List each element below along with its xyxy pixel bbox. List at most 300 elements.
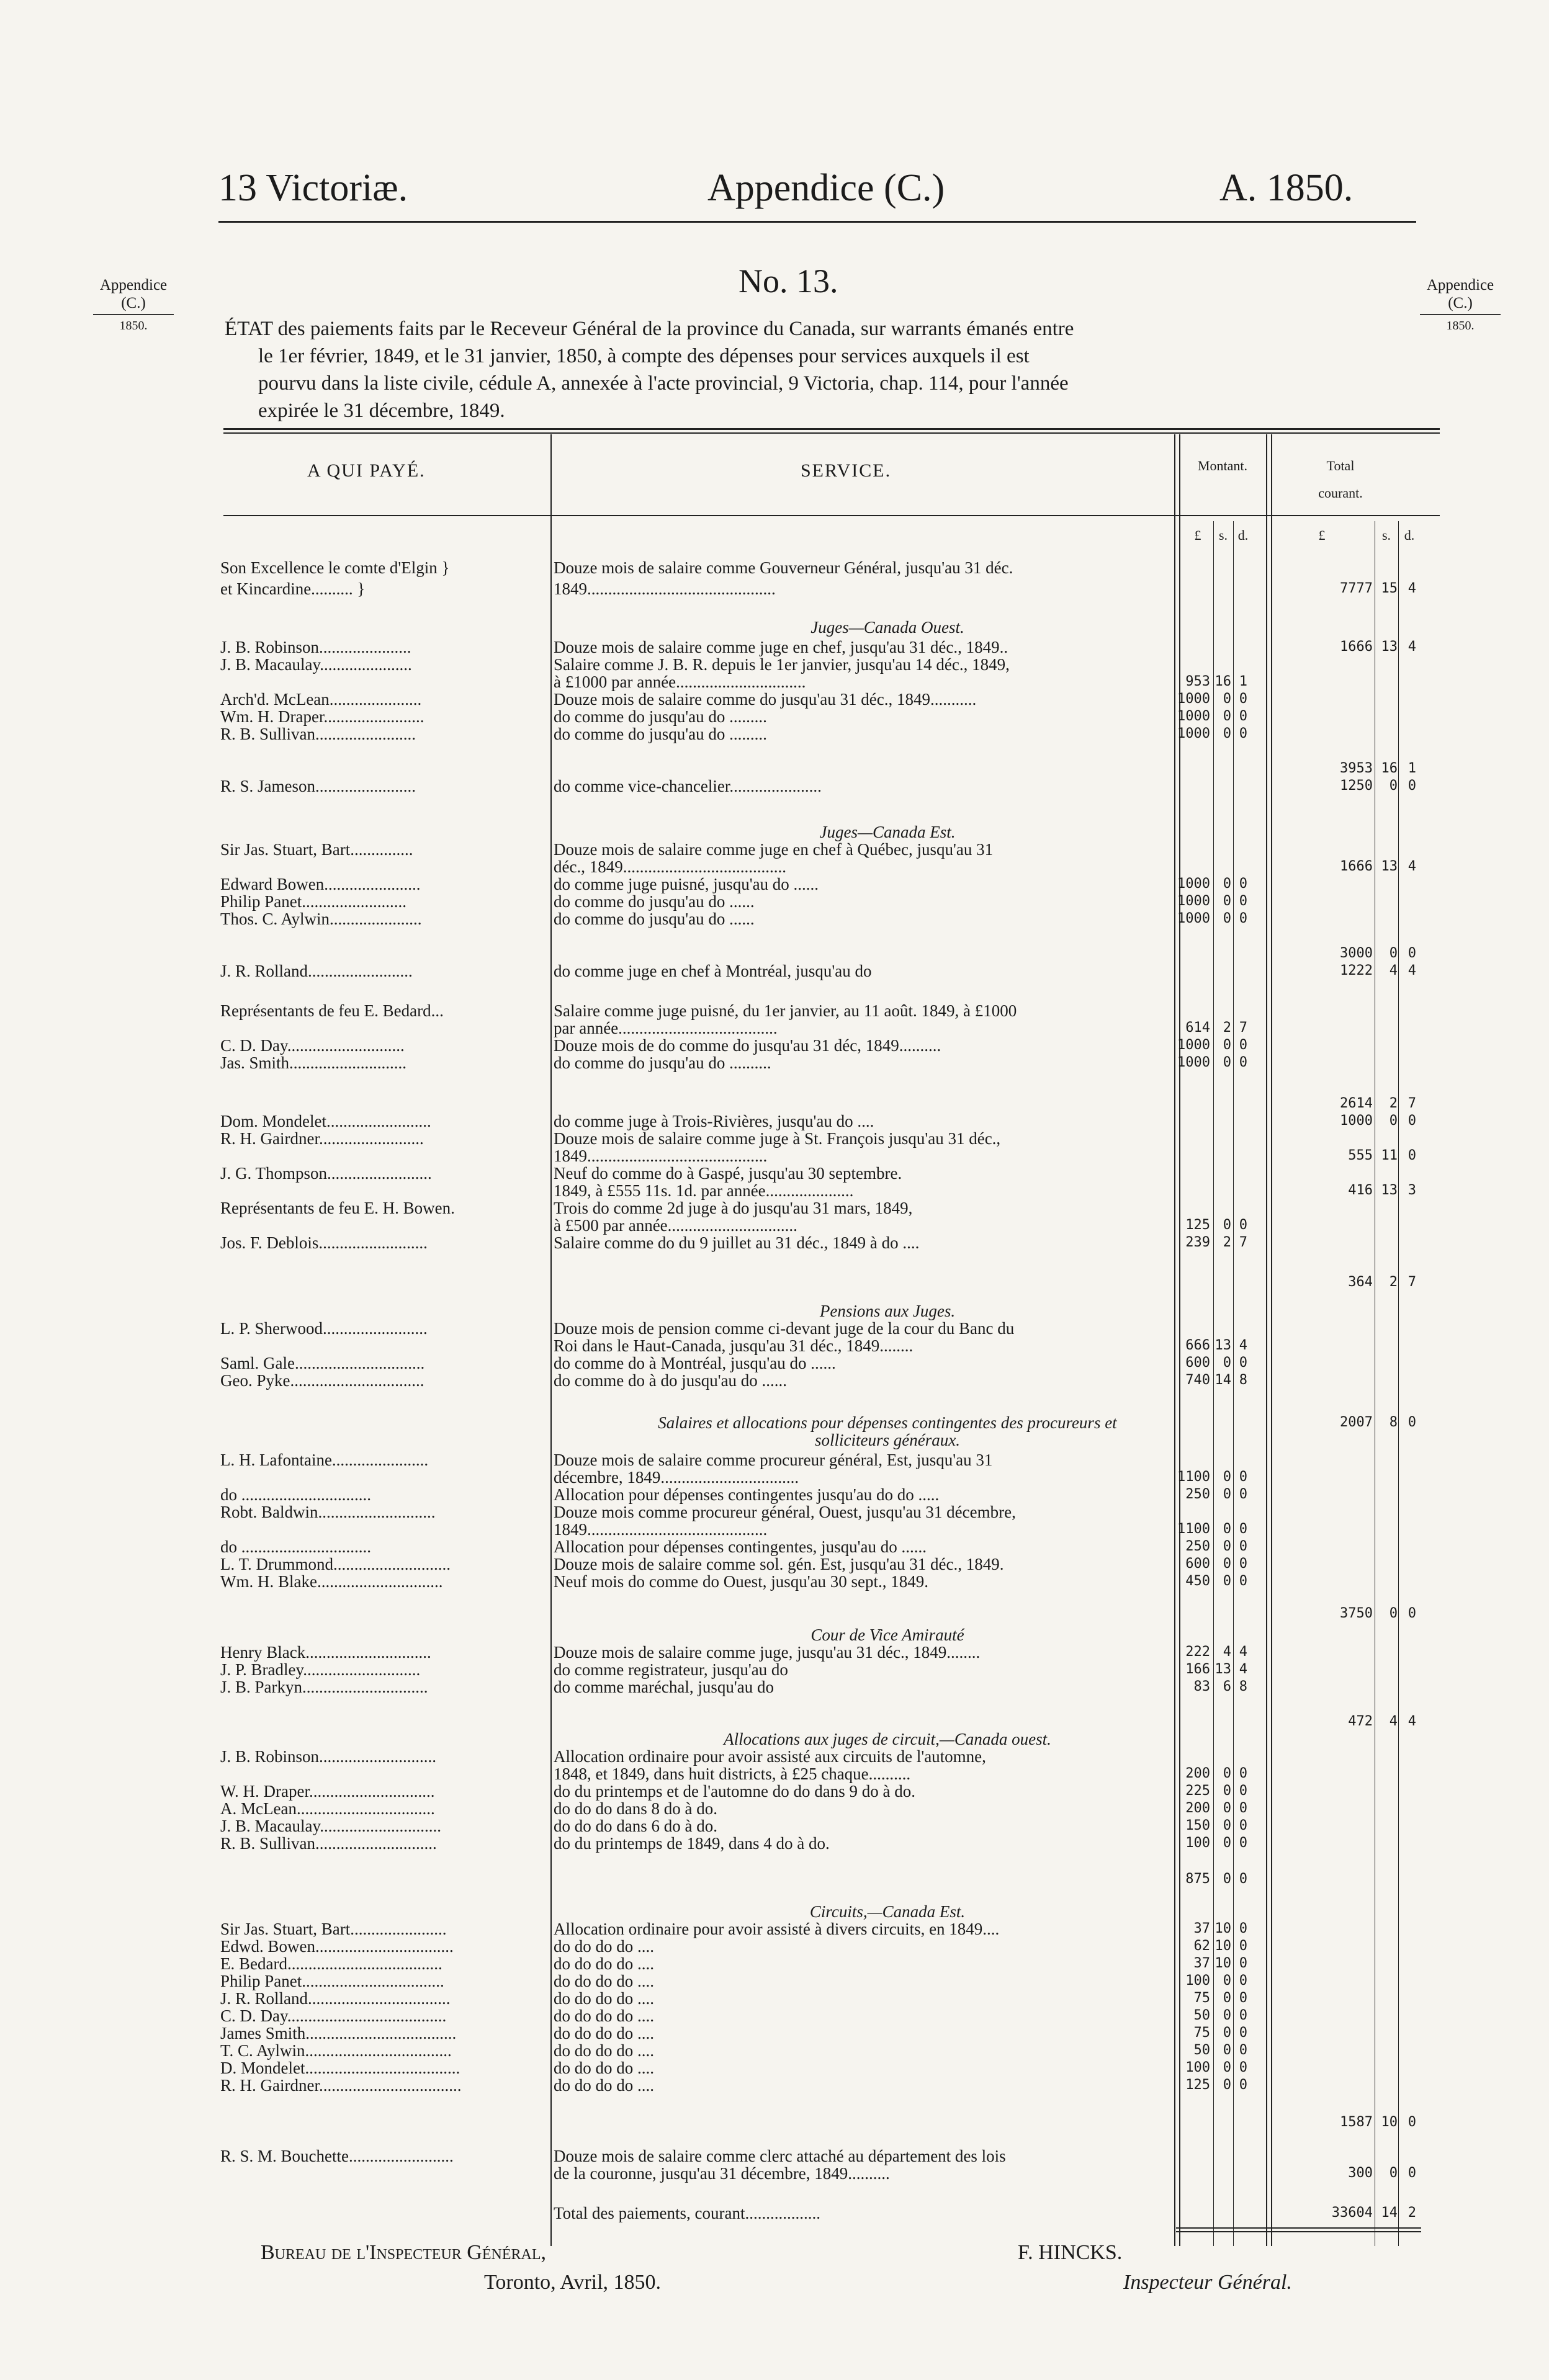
montant-shillings: 0 — [1223, 1573, 1231, 1589]
table-row — [0, 2203, 1549, 2227]
montant-pounds: 125 — [1185, 1217, 1210, 1233]
montant-pounds: 1000 — [1177, 911, 1210, 926]
service-cell: par année...................................... — [554, 1019, 778, 1037]
total-pence: 0 — [1408, 1113, 1416, 1129]
service-cell: do do do do .... — [554, 2006, 654, 2025]
service-cell: 1849........................................... — [554, 1520, 768, 1539]
montant-pounds: 600 — [1185, 1355, 1210, 1371]
montant-pounds: 200 — [1185, 1766, 1210, 1781]
payee-cell: J. B. Robinson............................ — [220, 1747, 437, 1766]
montant-pounds: 100 — [1185, 2060, 1210, 2075]
service-cell: Salaire comme J. B. R. depuis le 1er janvier, jusqu'au 14 déc., 1849, — [554, 655, 1010, 674]
total-pence: 7 — [1408, 1096, 1416, 1111]
montant-pounds: 75 — [1193, 1990, 1210, 2006]
service-cell: do do do do .... — [554, 1972, 654, 1990]
section-heading: Juges—Canada Ouest. — [810, 618, 964, 637]
payee-cell: Sir Jas. Stuart, Bart............... — [220, 840, 413, 859]
service-cell: décembre, 1849................................. — [554, 1468, 799, 1487]
total-pence: 0 — [1408, 778, 1416, 794]
service-cell: do do do dans 6 do à do. — [554, 1817, 717, 1835]
table-row — [0, 2112, 1549, 2137]
service-cell: Allocation pour dépenses contingentes, jusqu'au do ...... — [554, 1537, 927, 1556]
montant-pence: 0 — [1239, 2008, 1247, 2023]
service-cell: Douze mois comme procureur général, Ouest, jusqu'au 31 décembre, — [554, 1503, 1016, 1521]
montant-pounds: 125 — [1185, 2077, 1210, 2093]
montant-shillings: 0 — [1223, 1055, 1231, 1070]
montant-pounds: 250 — [1185, 1539, 1210, 1554]
table-row — [0, 2075, 1549, 2100]
unit-pence: d. — [1404, 527, 1415, 543]
montant-shillings: 0 — [1223, 1487, 1231, 1502]
service-cell: Total des paiements, courant.................. — [554, 2204, 821, 2222]
montant-shillings: 0 — [1223, 1835, 1231, 1851]
footer-place-date: Toronto, Avril, 1850. — [484, 2271, 662, 2294]
total-shillings: 11 — [1381, 1148, 1398, 1163]
total-pounds: 1222 — [1340, 963, 1373, 978]
montant-pounds: 200 — [1185, 1801, 1210, 1816]
total-shillings: 14 — [1381, 2205, 1398, 2221]
service-cell: Douze mois de pension comme ci-devant juge de la cour du Banc du — [554, 1319, 1015, 1338]
montant-shillings: 2 — [1223, 1020, 1231, 1036]
payee-cell: Arch'd. McLean...................... — [220, 690, 422, 709]
payee-cell: L. T. Drummond............................ — [220, 1555, 451, 1573]
service-cell: do comme registrateur, jusqu'au do — [554, 1660, 788, 1679]
service-cell: Neuf mois do comme do Ouest, jusqu'au 30 sept., 1849. — [554, 1572, 929, 1591]
section-heading: Cour de Vice Amirauté — [810, 1626, 964, 1644]
total-pounds: 1666 — [1340, 639, 1373, 655]
montant-pence: 0 — [1239, 691, 1247, 707]
service-cell: do du printemps de 1849, dans 4 do à do. — [554, 1834, 830, 1853]
service-cell: do comme do à do jusqu'au do ...... — [554, 1371, 788, 1390]
payee-cell: Représentants de feu E. H. Bowen. — [220, 1199, 455, 1217]
total-pence: 4 — [1408, 1714, 1416, 1729]
montant-pence: 0 — [1239, 2025, 1247, 2041]
montant-pence: 0 — [1239, 1990, 1247, 2006]
service-cell: do comme maréchal, jusqu'au do — [554, 1678, 774, 1696]
total-shillings: 4 — [1389, 1714, 1398, 1729]
payee-cell: R. B. Sullivan........................ — [220, 725, 416, 743]
payee-cell: C. D. Day............................ — [220, 1036, 405, 1055]
payee-cell: Henry Black.............................. — [220, 1643, 431, 1662]
service-cell: do comme do jusqu'au do ...... — [554, 910, 755, 928]
service-cell: do do do do .... — [554, 2041, 654, 2060]
payee-cell: J. G. Thompson......................... — [220, 1164, 432, 1183]
montant-shillings: 14 — [1215, 1372, 1231, 1388]
payee-cell: J. R. Rolland......................... — [220, 962, 413, 980]
payee-cell: L. P. Sherwood......................... — [220, 1319, 428, 1338]
payee-cell: J. B. Parkyn.............................. — [220, 1678, 428, 1696]
payee-cell: Thos. C. Aylwin...................... — [220, 910, 422, 928]
payee-cell: Jos. F. Deblois.......................... — [220, 1233, 428, 1252]
montant-pence: 7 — [1239, 1235, 1247, 1250]
montant-pounds: 1000 — [1177, 1037, 1210, 1053]
service-cell: Roi dans le Haut-Canada, jusqu'au 31 déc., 1849........ — [554, 1336, 914, 1355]
payee-cell: Sir Jas. Stuart, Bart....................... — [220, 1920, 447, 1938]
montant-pounds: 37 — [1193, 1921, 1210, 1936]
service-cell: 1849, à £555 11s. 1d. par année..................... — [554, 1181, 854, 1200]
montant-pounds: 1000 — [1177, 726, 1210, 741]
total-rule — [1176, 2227, 1421, 2229]
service-cell: à £1000 par année............................... — [554, 673, 806, 691]
service-cell: 1849........................................... — [554, 1147, 768, 1165]
montant-pence: 0 — [1239, 1487, 1247, 1502]
total-shillings: 15 — [1381, 581, 1398, 596]
total-shillings: 10 — [1381, 2114, 1398, 2130]
montant-shillings: 10 — [1215, 1938, 1231, 1954]
montant-pounds: 875 — [1185, 1871, 1210, 1887]
montant-pence: 7 — [1239, 1020, 1247, 1036]
total-pounds: 2614 — [1340, 1096, 1373, 1111]
montant-pence: 0 — [1239, 726, 1247, 741]
montant-pence: 0 — [1239, 1783, 1247, 1799]
margin-note-right — [1408, 277, 1513, 333]
total-shillings: 13 — [1381, 639, 1398, 655]
service-cell: Douze mois de do comme do jusqu'au 31 déc, 1849.......... — [554, 1036, 941, 1055]
margin-note-line1: Appendice — [1426, 277, 1494, 293]
montant-pence: 0 — [1239, 1055, 1247, 1070]
montant-pence: 4 — [1239, 1338, 1247, 1353]
header-left: 13 Victoriæ. — [218, 167, 408, 209]
service-cell: Douze mois de salaire comme Gouverneur Général, jusqu'au 31 déc. — [554, 558, 1013, 577]
montant-pence: 0 — [1239, 1938, 1247, 1954]
total-pence: 7 — [1408, 1274, 1416, 1290]
payee-cell: J. B. Robinson...................... — [220, 638, 411, 656]
col-header-service: SERVICE. — [801, 460, 892, 481]
doc-number: No. 13. — [739, 262, 838, 300]
payee-cell: R. S. M. Bouchette......................... — [220, 2147, 454, 2165]
intro-line: le 1er février, 1849, et le 31 janvier, 1850, à compte des dépenses pour services auxquels il est — [258, 345, 1030, 367]
montant-shillings: 0 — [1223, 726, 1231, 741]
section-heading: Allocations aux juges de circuit,—Canada ouest. — [724, 1730, 1051, 1748]
montant-shillings: 0 — [1223, 911, 1231, 926]
montant-pence: 0 — [1239, 1217, 1247, 1233]
table-row — [0, 578, 1549, 603]
service-cell: do do do do .... — [554, 1954, 654, 1973]
total-pounds: 33604 — [1331, 2205, 1373, 2221]
montant-pence: 0 — [1239, 1973, 1247, 1989]
total-pence: 0 — [1408, 1415, 1416, 1430]
table-row — [0, 1571, 1549, 1596]
margin-brace — [1420, 314, 1501, 315]
table-row — [0, 1676, 1549, 1701]
montant-shillings: 6 — [1223, 1679, 1231, 1694]
montant-pounds: 1000 — [1177, 709, 1210, 724]
payee-cell: J. B. Macaulay...................... — [220, 655, 412, 674]
service-cell: do do do do .... — [554, 2024, 654, 2042]
payee-cell: J. P. Bradley............................ — [220, 1660, 421, 1679]
table-row — [0, 776, 1549, 800]
montant-pence: 0 — [1239, 1556, 1247, 1572]
total-pence: 0 — [1408, 946, 1416, 961]
service-cell: Douze mois de salaire comme procureur général, Est, jusqu'au 31 — [554, 1451, 993, 1469]
total-pence: 0 — [1408, 1606, 1416, 1621]
payee-cell: Dom. Mondelet......................... — [220, 1112, 431, 1130]
montant-pence: 0 — [1239, 1355, 1247, 1371]
footer-signature: F. HINCKS. — [1018, 2241, 1123, 2264]
payee-cell: Jas. Smith............................ — [220, 1054, 407, 1072]
section-heading: Circuits,—Canada Est. — [809, 1902, 966, 1921]
service-cell: do comme juge puisné, jusqu'au do ...... — [554, 875, 819, 893]
header-center: Appendice (C.) — [707, 167, 945, 209]
total-pounds: 2007 — [1340, 1415, 1373, 1430]
montant-pence: 0 — [1239, 1818, 1247, 1833]
payee-cell: Wm. H. Draper........................ — [220, 707, 424, 726]
montant-pence: 4 — [1239, 1644, 1247, 1660]
table-row — [0, 1869, 1549, 1894]
montant-pounds: 600 — [1185, 1556, 1210, 1572]
service-cell: Salaire comme juge puisné, du 1er janvier, au 11 août. 1849, à £1000 — [554, 1001, 1017, 1020]
total-pence: 4 — [1408, 963, 1416, 978]
margin-note-left — [81, 277, 186, 333]
service-cell: 1848, et 1849, dans huit districts, à £25 chaque.......... — [554, 1765, 911, 1783]
montant-pence: 0 — [1239, 876, 1247, 892]
montant-pounds: 62 — [1193, 1938, 1210, 1954]
service-cell: do comme do jusqu'au do ......... — [554, 725, 767, 743]
total-pounds: 3953 — [1340, 761, 1373, 776]
table-row — [0, 908, 1549, 933]
payee-cell: A. McLean................................. — [220, 1799, 435, 1818]
montant-pounds: 37 — [1193, 1956, 1210, 1971]
payee-cell: et Kincardine.......... } — [220, 579, 366, 598]
montant-pence: 0 — [1239, 1766, 1247, 1781]
table-top-rule — [223, 428, 1440, 430]
montant-pounds: 953 — [1185, 674, 1210, 689]
service-cell: 1849............................................. — [554, 579, 776, 598]
montant-shillings: 0 — [1223, 893, 1231, 909]
montant-shillings: 13 — [1215, 1338, 1231, 1353]
total-pounds: 1250 — [1340, 778, 1373, 794]
montant-shillings: 0 — [1223, 1801, 1231, 1816]
service-cell: Neuf do comme do à Gaspé, jusqu'au 30 septembre. — [554, 1164, 902, 1183]
montant-pence: 1 — [1239, 674, 1247, 689]
service-cell: do comme juge à Trois-Rivières, jusqu'au do .... — [554, 1112, 874, 1130]
service-cell: do du printemps et de l'automne do do dans 9 do à do. — [554, 1782, 916, 1801]
header-right: A. 1850. — [1219, 167, 1354, 209]
payee-cell: R. B. Sullivan............................. — [220, 1834, 437, 1853]
payee-cell: Robt. Baldwin............................ — [220, 1503, 436, 1521]
table-top-rule-2 — [223, 432, 1440, 434]
montant-pounds: 250 — [1185, 1487, 1210, 1502]
montant-shillings: 0 — [1223, 1355, 1231, 1371]
payee-cell: L. H. Lafontaine....................... — [220, 1451, 429, 1469]
payee-cell: R. H. Gairdner.................................. — [220, 2076, 462, 2095]
payee-cell: Son Excellence le comte d'Elgin } — [220, 558, 450, 577]
service-cell: Douze mois de salaire comme do jusqu'au 31 déc., 1849........... — [554, 690, 977, 709]
service-cell: Douze mois de salaire comme juge en chef à Québec, jusqu'au 31 — [554, 840, 994, 859]
footer-office: Bureau de l'Inspecteur Général, — [261, 2241, 547, 2264]
montant-pence: 0 — [1239, 1573, 1247, 1589]
col-header-montant: Montant. — [1197, 458, 1248, 473]
montant-pounds: 450 — [1185, 1573, 1210, 1589]
payee-cell: C. D. Day...................................... — [220, 2006, 447, 2025]
total-shillings: 0 — [1389, 946, 1398, 961]
montant-pounds: 740 — [1185, 1372, 1210, 1388]
montant-shillings: 0 — [1223, 1556, 1231, 1572]
montant-shillings: 10 — [1215, 1956, 1231, 1971]
service-cell: do comme do à Montréal, jusqu'au do ...... — [554, 1354, 836, 1372]
total-pounds: 416 — [1348, 1183, 1373, 1198]
payee-cell: Philip Panet......................... — [220, 892, 407, 911]
total-pence: 3 — [1408, 1183, 1416, 1198]
total-pence: 4 — [1408, 859, 1416, 874]
payee-cell: Saml. Gale............................... — [220, 1354, 425, 1372]
total-pounds: 1587 — [1340, 2114, 1373, 2130]
payee-cell: Edwd. Bowen................................. — [220, 1937, 454, 1956]
unit-pounds: £ — [1194, 527, 1201, 543]
montant-shillings: 0 — [1223, 1973, 1231, 1989]
total-pounds: 3750 — [1340, 1606, 1373, 1621]
service-cell: Allocation ordinaire pour avoir assisté aux circuits de l'automne, — [554, 1747, 986, 1766]
montant-shillings: 4 — [1223, 1644, 1231, 1660]
service-cell: do do do do .... — [554, 1989, 654, 2008]
total-pounds: 472 — [1348, 1714, 1373, 1729]
unit-pounds: £ — [1318, 527, 1326, 543]
header-rule — [218, 221, 1416, 223]
service-cell: Douze mois de salaire comme juge à St. François jusqu'au 31 déc., — [554, 1129, 1001, 1148]
service-cell: do comme vice-chancelier...................... — [554, 777, 822, 795]
montant-pounds: 75 — [1193, 2025, 1210, 2041]
montant-pence: 0 — [1239, 893, 1247, 909]
montant-shillings: 0 — [1223, 709, 1231, 724]
total-shillings: 8 — [1389, 1415, 1398, 1430]
montant-pence: 0 — [1239, 1921, 1247, 1936]
montant-pounds: 239 — [1185, 1235, 1210, 1250]
montant-shillings: 0 — [1223, 1871, 1231, 1887]
montant-pence: 0 — [1239, 1835, 1247, 1851]
unit-shillings: s. — [1218, 527, 1228, 543]
payee-cell: James Smith.................................... — [220, 2024, 457, 2042]
payee-cell: T. C. Aylwin................................... — [220, 2041, 452, 2060]
service-cell: do do do dans 8 do à do. — [554, 1799, 717, 1818]
table-row — [0, 723, 1549, 748]
montant-pounds: 1000 — [1177, 691, 1210, 707]
col-header-total-sub: courant. — [1318, 485, 1363, 501]
montant-pounds: 222 — [1185, 1644, 1210, 1660]
total-pence: 4 — [1408, 581, 1416, 596]
service-cell: à £500 par année............................... — [554, 1216, 797, 1235]
montant-shillings: 0 — [1223, 1783, 1231, 1799]
montant-shillings: 10 — [1215, 1921, 1231, 1936]
service-cell: do comme juge en chef à Montréal, jusqu'au do — [554, 962, 872, 980]
montant-pence: 0 — [1239, 709, 1247, 724]
montant-pence: 0 — [1239, 1037, 1247, 1053]
section-heading: Salaires et allocations pour dépenses contingentes des procureurs et — [658, 1413, 1117, 1432]
total-pounds: 1000 — [1340, 1113, 1373, 1129]
montant-pence: 8 — [1239, 1679, 1247, 1694]
montant-pounds: 83 — [1193, 1679, 1210, 1694]
montant-pence: 0 — [1239, 1521, 1247, 1537]
payee-cell: Représentants de feu E. Bedard... — [220, 1001, 444, 1020]
total-pence: 2 — [1408, 2205, 1416, 2221]
payee-cell: Geo. Pyke................................ — [220, 1371, 424, 1390]
total-shillings: 2 — [1389, 1096, 1398, 1111]
table-row — [0, 2163, 1549, 2188]
col-header-total: Total — [1326, 458, 1355, 473]
service-cell: Trois do comme 2d juge à do jusqu'au 31 mars, 1849, — [554, 1199, 913, 1217]
montant-shillings: 0 — [1223, 1469, 1231, 1485]
total-shillings: 0 — [1389, 1606, 1398, 1621]
montant-pounds: 50 — [1193, 2008, 1210, 2023]
table-row — [0, 1272, 1549, 1297]
montant-shillings: 0 — [1223, 1217, 1231, 1233]
montant-pounds: 1000 — [1177, 1055, 1210, 1070]
montant-pence: 0 — [1239, 1539, 1247, 1554]
montant-pounds: 166 — [1185, 1662, 1210, 1677]
montant-pounds: 50 — [1193, 2042, 1210, 2058]
total-pence: 0 — [1408, 2165, 1416, 2181]
montant-shillings: 2 — [1223, 1235, 1231, 1250]
payee-cell: Wm. H. Blake.............................. — [220, 1572, 443, 1591]
service-cell: Douze mois de salaire comme juge, jusqu'au 31 déc., 1849........ — [554, 1643, 981, 1662]
intro-line: ÉTAT des paiements faits par le Receveur Général de la province du Canada, sur warrants émanés entre — [225, 318, 1074, 340]
montant-shillings: 0 — [1223, 691, 1231, 707]
payee-cell: D. Mondelet..................................... — [220, 2059, 460, 2077]
total-pounds: 300 — [1348, 2165, 1373, 2181]
montant-pence: 0 — [1239, 2060, 1247, 2075]
service-cell: do comme do jusqu'au do .......... — [554, 1054, 771, 1072]
intro-paragraph — [225, 315, 1404, 424]
montant-pounds: 100 — [1185, 1973, 1210, 1989]
montant-pence: 0 — [1239, 2077, 1247, 2093]
montant-pounds: 614 — [1185, 1020, 1210, 1036]
service-cell: do do do do .... — [554, 1937, 654, 1956]
service-cell: do comme do jusqu'au do ......... — [554, 707, 767, 726]
montant-shillings: 0 — [1223, 2060, 1231, 2075]
montant-shillings: 0 — [1223, 1539, 1231, 1554]
total-pounds: 3000 — [1340, 946, 1373, 961]
montant-shillings: 16 — [1215, 674, 1231, 689]
montant-shillings: 0 — [1223, 1818, 1231, 1833]
service-cell: do do do do .... — [554, 2076, 654, 2095]
table-row — [0, 1052, 1549, 1077]
total-shillings: 13 — [1381, 1183, 1398, 1198]
total-pounds: 1666 — [1340, 859, 1373, 874]
payee-cell: J. B. Macaulay............................. — [220, 1817, 441, 1835]
service-cell: do comme do jusqu'au do ...... — [554, 892, 755, 911]
montant-shillings: 0 — [1223, 2042, 1231, 2058]
total-shillings: 13 — [1381, 859, 1398, 874]
service-cell: Douze mois de salaire comme sol. gén. Est, jusqu'au 31 déc., 1849. — [554, 1555, 1004, 1573]
service-cell: Douze mois de salaire comme clerc attaché au département des lois — [554, 2147, 1006, 2165]
total-pence: 1 — [1408, 761, 1416, 776]
unit-pence: d. — [1237, 527, 1249, 543]
table-header-rule — [223, 515, 1440, 516]
montant-shillings: 13 — [1215, 1662, 1231, 1677]
payee-cell: do ............................... — [220, 1485, 371, 1504]
montant-shillings: 0 — [1223, 876, 1231, 892]
total-pence: 0 — [1408, 2114, 1416, 2130]
montant-shillings: 0 — [1223, 1766, 1231, 1781]
margin-note-line2: (C.) — [121, 294, 146, 311]
margin-note-year: 1850. — [119, 318, 148, 333]
montant-shillings: 0 — [1223, 1521, 1231, 1537]
montant-pence: 0 — [1239, 1871, 1247, 1887]
total-shillings: 0 — [1389, 2165, 1398, 2181]
service-cell: do do do do .... — [554, 2059, 654, 2077]
service-cell: Douze mois de salaire comme juge en chef, jusqu'au 31 déc., 1849.. — [554, 638, 1008, 656]
total-shillings: 0 — [1389, 778, 1398, 794]
total-shillings: 2 — [1389, 1274, 1398, 1290]
margin-note-year: 1850. — [1446, 318, 1475, 333]
intro-line: expirée le 31 décembre, 1849. — [258, 400, 505, 422]
payee-cell: E. Bedard..................................... — [220, 1954, 442, 1973]
table-row — [0, 1232, 1549, 1257]
montant-shillings: 0 — [1223, 1990, 1231, 2006]
montant-pounds: 1100 — [1177, 1469, 1210, 1485]
table-row — [0, 1833, 1549, 1858]
montant-pounds: 1000 — [1177, 876, 1210, 892]
service-cell: de la couronne, jusqu'au 31 décembre, 1849.......... — [554, 2164, 890, 2183]
